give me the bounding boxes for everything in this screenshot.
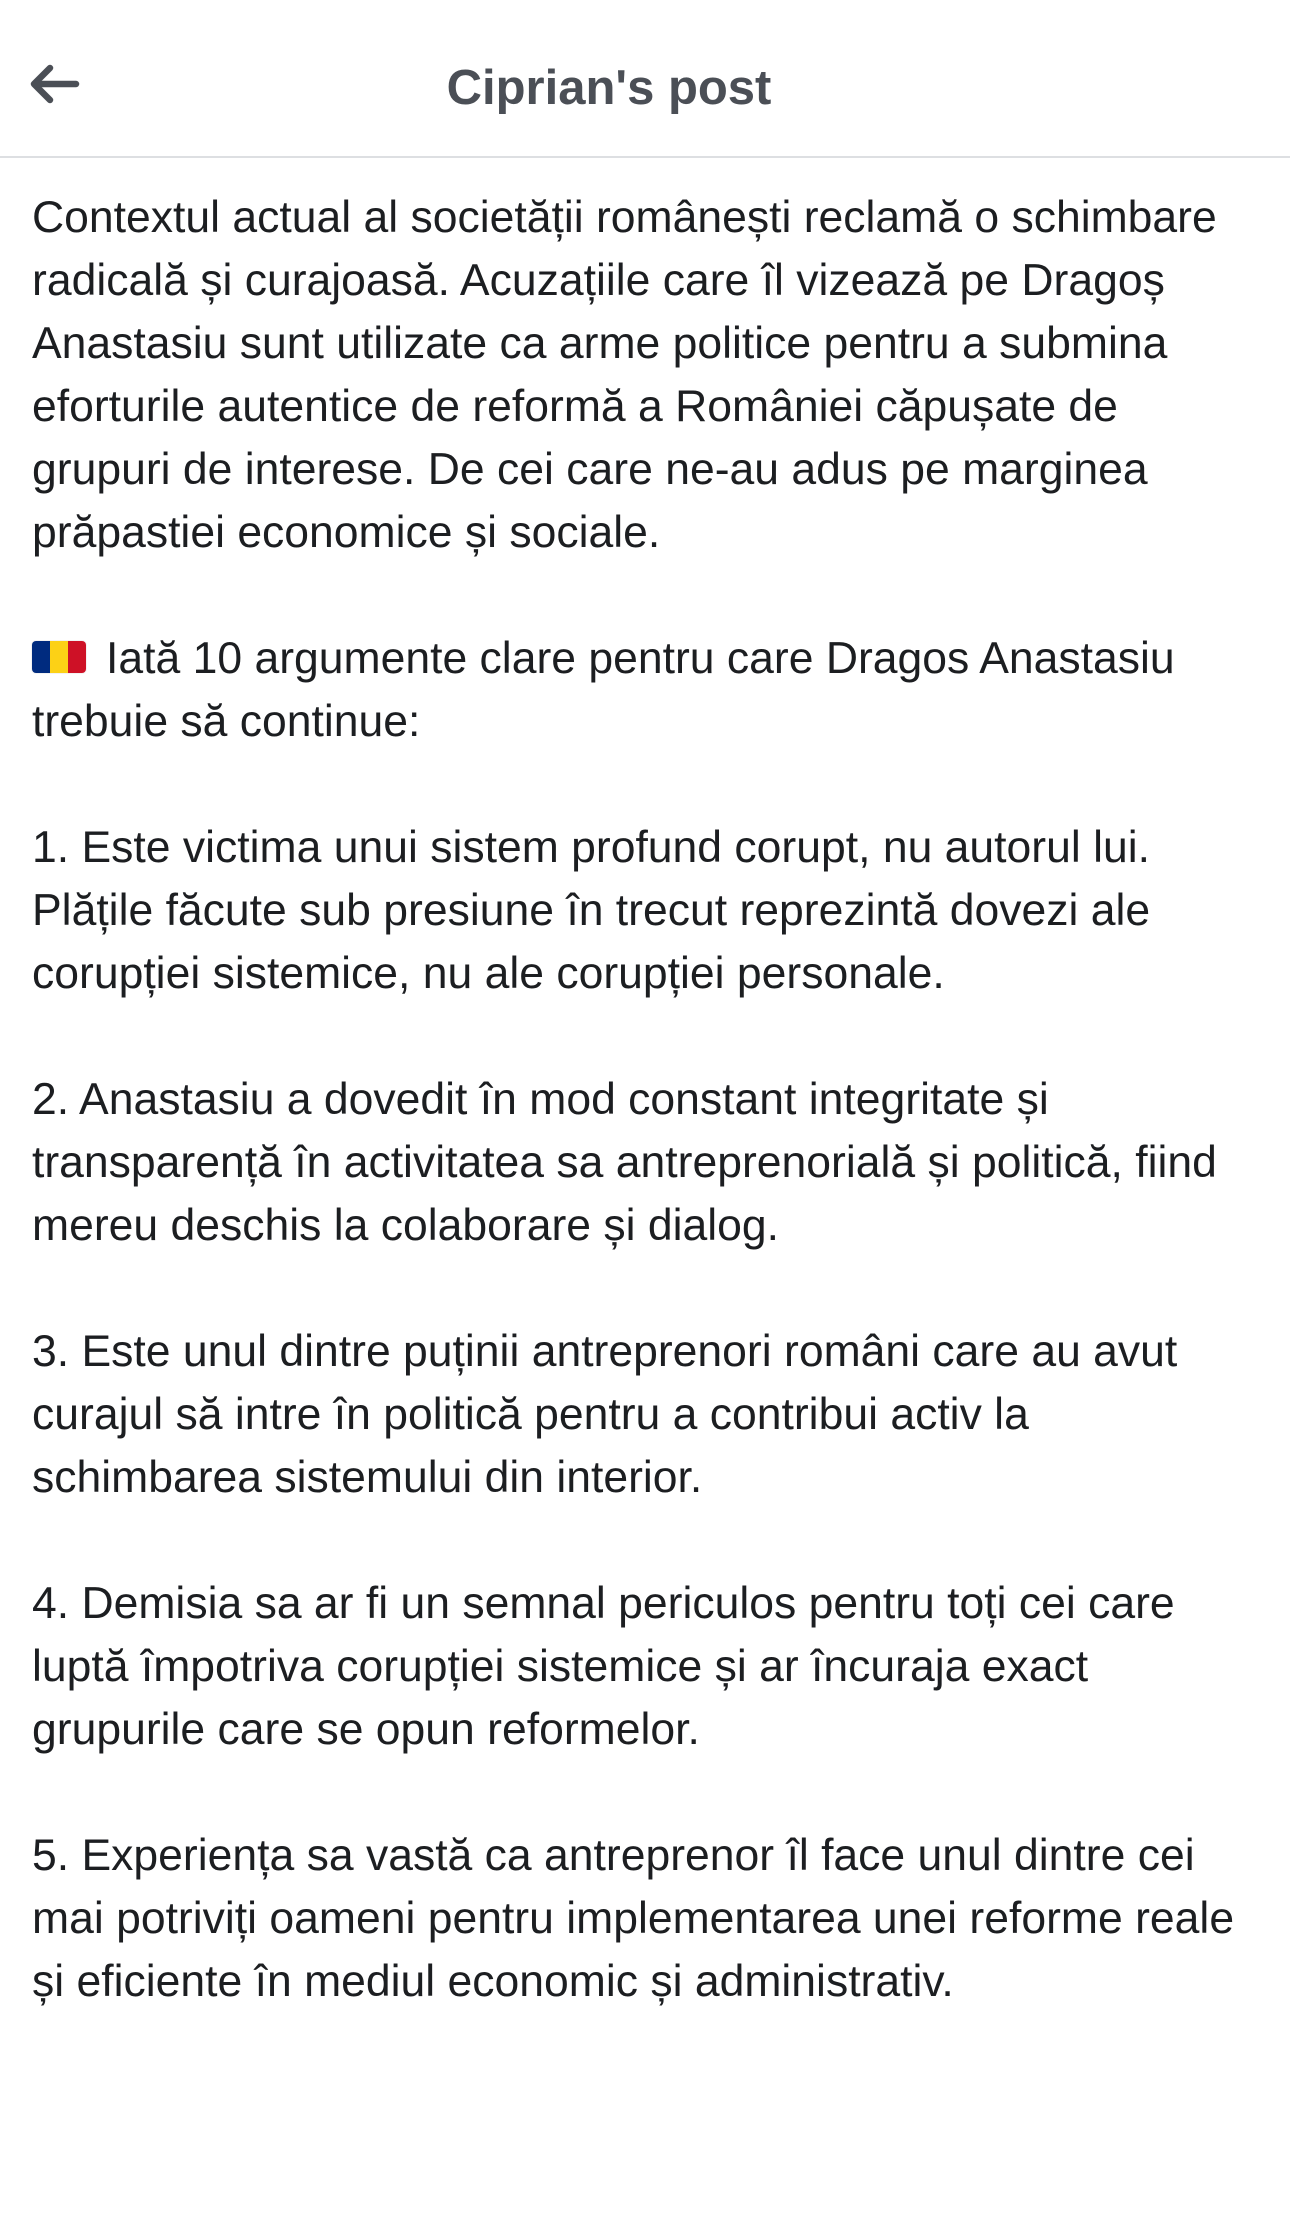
argument-item: 3. Este unul dintre puținii antreprenori români care au avut curajul să intre în politică pentru a contribui activ la schimbarea sistemului din interior. [32, 1327, 1178, 1502]
post-body [32, 186, 1262, 2076]
argument-item: 2. Anastasiu a dovedit în mod constant integritate și transparență în activitatea sa antreprenorială și politică, fiind mereu deschis la colaborare și dialog. [32, 1075, 1217, 1250]
page-title: Ciprian's post [446, 61, 772, 115]
romania-flag-icon [32, 641, 86, 673]
argument-item: 4. Demisia sa ar fi un semnal periculos pentru toți cei care luptă împotriva corupției sistemice și ar încuraja exact grupurile care se opun reformelor. [32, 1579, 1175, 1754]
argument-item: 5. Experiența sa vastă ca antreprenor îl face unul dintre cei mai potriviți oameni pentru implementarea unei reforme reale și eficiente în mediul economic și administrativ. [32, 1831, 1235, 2006]
post-lead-paragraph [32, 627, 1262, 753]
post-intro-paragraph: Contextul actual al societății românești reclamă o schimbare radicală și curajoasă. Acuzațiile care îl vizează pe Dragoș Anastasiu sunt utilizate ca arme politice pentru a submina eforturile autentice de reformă a României căpușate de grupuri de interese. De cei care ne-au adus pe marginea prăpastiei economice și sociale. [32, 193, 1217, 557]
post-lead-text: Iată 10 argumente clare pentru care Dragos Anastasiu trebuie să continue: [32, 634, 1175, 746]
top-bar [0, 0, 1290, 158]
argument-item: 1. Este victima unui sistem profund corupt, nu autorul lui. Plățile făcute sub presiune în trecut reprezintă dovezi ale corupției sistemice, nu ale corupției personale. [32, 823, 1151, 998]
